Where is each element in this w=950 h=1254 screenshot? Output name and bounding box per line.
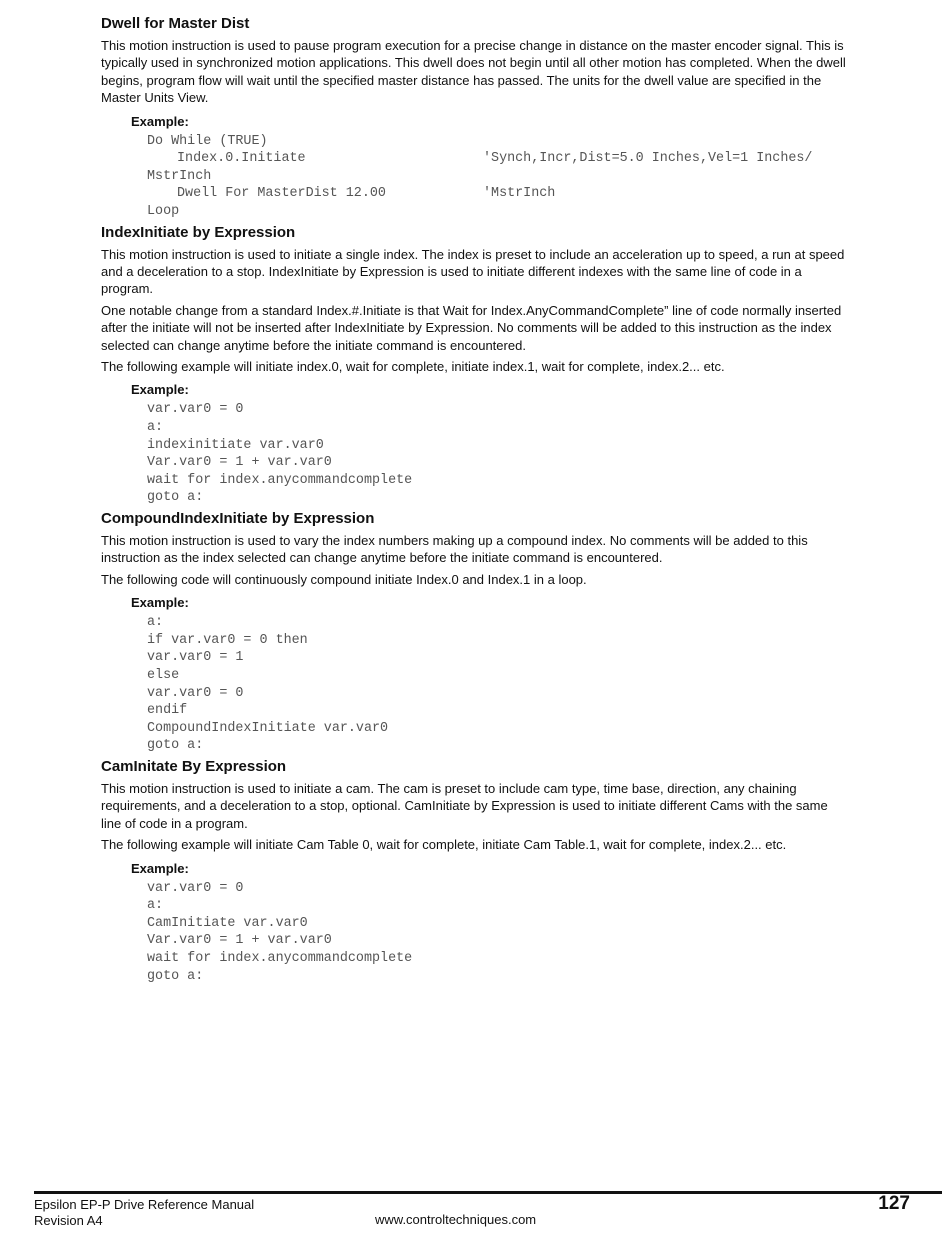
section — [101, 509, 846, 755]
section — [101, 757, 846, 985]
body-paragraph: This motion instruction is used to vary the index numbers making up a compound index. No comments will be added to this instruction as the index selected can change anytime before the initiate command is encountered. — [101, 533, 808, 566]
code-line — [147, 720, 846, 738]
code-text: MstrInch — [147, 168, 212, 184]
code-text: CamInitiate var.var0 — [147, 915, 308, 931]
code-text: CompoundIndexInitiate var.var0 — [147, 720, 389, 736]
footer-rule — [34, 1191, 942, 1194]
code-line — [147, 880, 846, 898]
example-label: Example: — [131, 382, 189, 398]
code-line — [147, 702, 846, 720]
code-text: a: — [147, 615, 164, 631]
code-text: wait for index.anycommandcomplete — [147, 950, 413, 966]
code-line — [147, 185, 846, 203]
page-number: 127 — [878, 1193, 910, 1214]
code-text: var.var0 = 0 — [147, 402, 244, 418]
code-line — [147, 632, 846, 650]
footer-manual-title: Epsilon EP-P Drive Reference Manual — [34, 1197, 255, 1212]
code-line — [147, 472, 846, 490]
example-label: Example: — [131, 860, 189, 876]
code-block — [147, 614, 846, 755]
code-text: Var.var0 = 1 + var.var0 — [147, 933, 332, 949]
code-line — [147, 489, 846, 507]
section-heading: CompoundIndexInitiate by Expression — [101, 510, 375, 527]
code-comment: 'MstrInch — [483, 186, 556, 202]
section-heading: CamInitate By Expression — [101, 757, 287, 775]
code-line — [147, 897, 846, 915]
code-text: goto a: — [147, 738, 204, 754]
footer-website: www.controltechniques.com — [375, 1212, 537, 1227]
body-paragraph: The following example will initiate Cam Table 0, wait for complete, initiate Cam Table.1, wait for complete, index.2... etc. — [101, 837, 787, 853]
code-line — [147, 401, 846, 419]
code-text: var.var0 = 1 — [147, 650, 244, 666]
body-paragraph: This motion instruction is used to initiate a single index. The index is preset to include an acceleration up to speed, a run at speed and a deceleration to a stop. IndexInitiate by Expression is used to initiate different indexes with the same line of code in a program. — [101, 246, 845, 297]
code-text: var.var0 = 0 — [147, 685, 244, 701]
code-line — [147, 150, 846, 168]
code-line — [147, 667, 846, 685]
code-text: if var.var0 = 0 then — [147, 632, 308, 648]
code-text: else — [147, 668, 180, 683]
section-heading: Dwell for Master Dist — [101, 15, 250, 32]
code-text: Index.0.Initiate — [177, 151, 306, 167]
section — [101, 14, 846, 221]
code-line — [147, 950, 846, 968]
section-heading: IndexInitiate by Expression — [101, 223, 296, 241]
code-text: var.var0 = 0 — [147, 880, 244, 896]
code-text: wait for index.anycommandcomplete — [147, 472, 413, 488]
code-text: Dwell For MasterDist 12.00 — [177, 186, 386, 202]
code-line — [147, 168, 846, 186]
code-text: Loop — [147, 204, 180, 219]
body-paragraph: The following code will continuously compound initiate Index.0 and Index.1 in a loop. — [101, 571, 587, 587]
code-line — [147, 437, 846, 455]
code-line — [147, 737, 846, 755]
body-paragraph: This motion instruction is used to pause program execution for a precise change in distance on the master encoder signal. This is typically used in synchronized motion applications. This dwell does not begin until all other motion has completed. When the dwell begins, program flow will wait until the specified master distance has passed. The units for the dwell value are specified in the Master Units View. — [101, 38, 846, 106]
code-text: Do While (TRUE) — [147, 133, 268, 149]
code-block — [147, 401, 846, 507]
code-text: goto a: — [147, 968, 204, 984]
code-text: goto a: — [147, 490, 204, 506]
code-line — [147, 932, 846, 950]
code-text: Var.var0 = 1 + var.var0 — [147, 455, 332, 471]
example-label: Example: — [131, 113, 189, 129]
code-line — [147, 614, 846, 632]
code-line — [147, 419, 846, 437]
code-line — [147, 454, 846, 472]
code-line — [147, 968, 846, 986]
code-line — [147, 685, 846, 703]
code-text: a: — [147, 420, 164, 436]
code-block — [147, 133, 846, 221]
body-paragraph: One notable change from a standard Index.#.Initiate is that Wait for Index.AnyCommandComplete” line of code normally inserted after the initiate will not be inserted after IndexInitiate by Expression. No comments will be added to this instruction as the index selected can change anytime before the initiate command is encountered. — [101, 302, 842, 353]
example-label: Example: — [131, 595, 189, 611]
code-text: indexinitiate var.var0 — [147, 437, 324, 453]
body-paragraph: The following example will initiate index.0, wait for complete, initiate index.1, wait for complete, index.2... etc. — [101, 359, 725, 375]
code-text: a: — [147, 898, 164, 914]
code-line — [147, 649, 846, 667]
body-paragraph: This motion instruction is used to initiate a cam. The cam is preset to include cam type, time base, direction, any chaining requirements, and a deceleration to a stop, optional. CamInitiate by Expression is used to initiate different Cams with the same line of code in a program. — [101, 780, 828, 831]
document-body — [101, 14, 846, 987]
footer-revision: Revision A4 — [34, 1212, 103, 1228]
code-comment: 'Synch,Incr,Dist=5.0 Inches,Vel=1 Inches/ — [483, 151, 813, 167]
code-line — [147, 203, 846, 221]
code-text: endif — [147, 703, 188, 719]
footer-manual-info — [34, 1197, 254, 1228]
code-line — [147, 915, 846, 933]
code-line — [147, 133, 846, 151]
section — [101, 223, 846, 507]
code-block — [147, 880, 846, 986]
